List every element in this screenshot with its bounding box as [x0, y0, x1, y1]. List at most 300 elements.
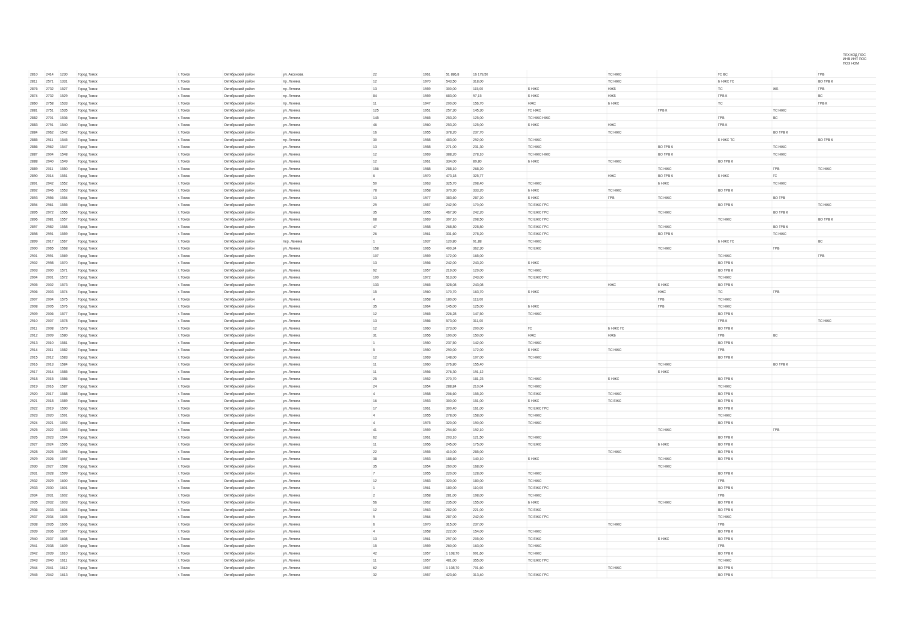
table-cell: 38 — [373, 457, 377, 462]
table-cell: 1579 — [60, 326, 68, 331]
table-cell: Октябрьский район — [224, 399, 255, 404]
table-cell: г. Томск — [178, 86, 190, 91]
table-cell: 400,34 — [446, 246, 457, 251]
table-cell: 1975 — [423, 420, 431, 425]
table-cell: ТС НЖС — [528, 145, 542, 150]
table-cell: 2036 — [46, 529, 54, 534]
table-cell: ВО ГРВ К — [718, 326, 734, 331]
table-cell: ВС — [818, 94, 823, 99]
table-cell: 41 — [373, 428, 377, 433]
table-cell: 397,10 — [446, 217, 457, 222]
table-cell: г. Томск — [178, 217, 190, 222]
table-cell: Б НЖС ГС — [718, 79, 735, 84]
table-cell: ТС НЖС — [608, 565, 622, 570]
table-cell: ТС ЕЖС — [528, 246, 542, 251]
table-cell: 2928 — [30, 449, 38, 454]
table-cell: ТС НЖС — [773, 145, 787, 150]
table-cell: Город Томск — [78, 217, 98, 222]
table-cell: 2932 — [30, 478, 38, 483]
table-cell: г. Томск — [178, 457, 190, 462]
table-cell: ГРВ — [608, 195, 615, 200]
table-cell: 294,60 — [446, 428, 457, 433]
table-cell: 1988 — [423, 166, 431, 171]
table-cell: 13 — [373, 195, 377, 200]
table-cell: 1954 — [423, 464, 431, 469]
table-cell: 2751 — [46, 108, 54, 113]
table-row — [28, 355, 876, 360]
table-cell: Октябрьский район — [224, 435, 255, 440]
table-cell: 481,00 — [446, 558, 457, 563]
table-cell: 155,00 — [473, 500, 484, 505]
table-cell: 325,70 — [446, 181, 457, 186]
table-cell: 1958 — [423, 297, 431, 302]
table-cell: 2009 — [46, 333, 54, 338]
table-cell: Город Томск — [78, 239, 98, 244]
table-cell: 2028 — [46, 471, 54, 476]
table-cell: 2882 — [30, 115, 38, 120]
table-cell: 6 — [373, 522, 375, 527]
table-cell: Октябрьский район — [224, 457, 255, 462]
table-cell: ВО ГРВ К — [718, 159, 734, 164]
table-cell: 140,10 — [473, 457, 484, 462]
table-cell: Октябрьский район — [224, 203, 255, 208]
table-cell: ул. Ленина — [283, 536, 301, 541]
table-cell: ТС — [718, 101, 723, 106]
table-cell: 270,70 — [446, 377, 457, 382]
table-cell: 276,30 — [446, 369, 457, 374]
table-row — [28, 508, 876, 513]
table-cell: ГРВ — [818, 72, 825, 77]
table-cell: 12 — [373, 79, 377, 84]
table-cell: 1598 — [60, 464, 68, 469]
table-cell: ТС НЖС — [718, 413, 732, 418]
table-cell: 13 — [373, 145, 377, 150]
table-cell: 2938 — [30, 522, 38, 527]
table-cell: 46 — [373, 123, 377, 128]
table-cell: Октябрьский район — [224, 551, 255, 556]
table-row — [28, 399, 876, 404]
table-cell: 222,00 — [446, 529, 457, 534]
table-cell: г. Томск — [178, 355, 190, 360]
table-cell: г. Томск — [178, 536, 190, 541]
table-cell: 1604 — [60, 507, 68, 512]
table-row — [28, 443, 876, 448]
table-cell: 2032 — [46, 500, 54, 505]
table-cell: 2939 — [30, 529, 38, 534]
table-cell: г. Томск — [178, 558, 190, 563]
table-cell: ГРВ — [818, 86, 825, 91]
table-cell: ТС ЕЖС ГРС — [528, 406, 549, 411]
table-cell: Октябрьский район — [224, 369, 255, 374]
table-cell: 2874 — [30, 94, 38, 99]
table-cell: Город Томск — [78, 573, 98, 578]
table-cell: 4 — [373, 413, 375, 418]
table-cell: 16 — [373, 399, 377, 404]
table-cell: 2013 — [46, 362, 54, 367]
table-cell: Октябрьский район — [224, 326, 255, 331]
table-cell: г. Томск — [178, 304, 190, 309]
table-cell: 1958 — [423, 188, 431, 193]
table-cell: ВО ГРВ К — [718, 529, 734, 534]
table-cell: ТС ЕЖС ГРС — [528, 232, 549, 237]
table-cell: г. Томск — [178, 174, 190, 179]
table-cell: Б НЖС — [528, 188, 540, 193]
table-row — [28, 203, 876, 208]
table-row — [28, 522, 876, 527]
table-cell: 2998 — [46, 261, 54, 266]
table-cell: Город Томск — [78, 413, 98, 418]
table-cell: 210,04 — [473, 384, 484, 389]
table-cell: ТС НЖС — [718, 253, 732, 258]
table-cell: ТС НЖС — [718, 297, 732, 302]
table-cell: 1957 — [423, 558, 431, 563]
table-cell: 1959 — [423, 428, 431, 433]
table-cell: ул. Ленина — [283, 188, 301, 193]
table-cell: 282,00 — [446, 507, 457, 512]
table-row — [28, 573, 876, 578]
table-cell: 288,10 — [446, 166, 457, 171]
table-cell: 313,40 — [473, 573, 484, 578]
table-cell: ТС ЕЖС — [608, 399, 622, 404]
table-cell: 2945 — [30, 573, 38, 578]
table-cell: Октябрьский район — [224, 442, 255, 447]
table-cell: 1571 — [60, 268, 68, 273]
table-cell: 1959 — [423, 94, 431, 99]
table-cell: 1542 — [60, 130, 68, 135]
table-cell: 260,00 — [446, 464, 457, 469]
table-cell: 22 — [373, 449, 377, 454]
table-cell: 4 — [373, 420, 375, 425]
table-cell: 219,00 — [446, 268, 457, 273]
table-cell: ВО ГРВ К — [773, 224, 789, 229]
table-cell: ул. Ленина — [283, 493, 301, 498]
table-cell: Октябрьский район — [224, 340, 255, 345]
table-cell: 2883 — [30, 123, 38, 128]
table-cell: Октябрьский район — [224, 565, 255, 570]
table-cell: 1961 — [423, 406, 431, 411]
table-cell: 150,00 — [473, 333, 484, 338]
table-cell: г. Томск — [178, 261, 190, 266]
table-cell: 1 — [373, 239, 375, 244]
table-cell: г. Томск — [178, 362, 190, 367]
table-cell: г. Томск — [178, 442, 190, 447]
table-cell: 1965 — [423, 282, 431, 287]
table-cell: г. Томск — [178, 384, 190, 389]
table-cell: 1603 — [60, 500, 68, 505]
table-cell: 1957 — [423, 551, 431, 556]
table-cell: Город Томск — [78, 529, 98, 534]
table-cell: 1969 — [423, 217, 431, 222]
table-cell: 1959 — [423, 544, 431, 549]
table-cell: 2920 — [30, 391, 38, 396]
table-cell: Б НЖС — [528, 457, 540, 462]
table-cell: 483,00 — [446, 137, 457, 142]
table-cell: 260,00 — [446, 544, 457, 549]
table-cell: ВО ГРВ К — [718, 573, 734, 578]
table-cell: 242,00 — [446, 261, 457, 266]
table-cell: Октябрьский район — [224, 246, 255, 251]
table-cell: ТС НЖС — [528, 340, 542, 345]
table-cell: Город Томск — [78, 253, 98, 258]
table-cell: 16 — [373, 130, 377, 135]
table-row — [28, 428, 876, 433]
table-row — [28, 181, 876, 186]
table-cell: ГРВ — [773, 166, 780, 171]
table-cell: Октябрьский район — [224, 166, 255, 171]
table-cell: 1961 — [423, 232, 431, 237]
table-cell: 1556 — [60, 210, 68, 215]
table-cell: ГРВ — [718, 478, 725, 483]
table-cell: ул. Ленина — [283, 152, 301, 157]
table-cell: пр. Ленина — [283, 86, 301, 91]
table-cell: г. Томск — [178, 406, 190, 411]
table-cell: ТС НЖС — [528, 311, 542, 316]
table-cell: г. Томск — [178, 340, 190, 345]
table-cell: 2909 — [30, 311, 38, 316]
table-cell: ул. Ленина — [283, 391, 301, 396]
table-cell: 1 — [373, 340, 375, 345]
table-row — [28, 544, 876, 549]
table-cell: ул. Ленина — [283, 442, 301, 447]
table-cell: 1554 — [60, 195, 68, 200]
table-cell: Город Томск — [78, 203, 98, 208]
table-cell: 257,30 — [446, 108, 457, 113]
table-cell: 231,30 — [473, 145, 484, 150]
table-cell: г. Томск — [178, 115, 190, 120]
table-cell: ул. Ленина — [283, 413, 301, 418]
table-cell: 2937 — [30, 515, 38, 520]
table-cell: 62 — [373, 565, 377, 570]
table-cell: ГС — [773, 174, 778, 179]
table-cell: 170,00 — [473, 203, 484, 208]
table-cell: 2935 — [30, 500, 38, 505]
table-cell: 1613 — [60, 573, 68, 578]
table-cell: ГРВ К — [718, 319, 728, 324]
table-row — [28, 225, 876, 230]
table-cell: Октябрьский район — [224, 159, 255, 164]
table-cell: ТС ЕЖС — [528, 442, 542, 447]
table-row — [28, 174, 876, 179]
table-cell: г. Томск — [178, 188, 190, 193]
table-cell: 2810 — [30, 72, 38, 77]
table-cell: Б НЖС — [528, 159, 540, 164]
table-cell: 2906 — [30, 290, 38, 295]
table-cell: Октябрьский район — [224, 261, 255, 266]
table-cell: 1950 — [423, 348, 431, 353]
table-cell: г. Томск — [178, 282, 190, 287]
table-cell: 2892 — [30, 188, 38, 193]
table-cell: Б НЖС ГС — [718, 239, 735, 244]
table-cell: ТС НЖС — [528, 413, 542, 418]
table-cell: 1963 — [423, 181, 431, 186]
table-cell: ул. Ленина — [283, 464, 301, 469]
table-cell: Город Томск — [78, 246, 98, 251]
table-cell: Октябрьский район — [224, 413, 255, 418]
table-cell: 2041 — [46, 565, 54, 570]
table-cell: ТС НЖС — [658, 246, 672, 251]
table-cell: 1545 — [60, 137, 68, 142]
table-cell: ВС — [773, 333, 778, 338]
table-cell: ТС НЖС — [773, 232, 787, 237]
table-cell: г. Томск — [178, 232, 190, 237]
table-cell: ТС ЕЖС ГРС — [528, 486, 549, 491]
table-cell: 242,90 — [446, 203, 457, 208]
table-cell: 2031 — [46, 493, 54, 498]
table-cell: Город Томск — [78, 181, 98, 186]
table-cell: НЖС — [528, 101, 536, 106]
table-cell: 2007 — [46, 319, 54, 324]
table-cell: 683,00 — [446, 94, 457, 99]
table-cell: Город Томск — [78, 319, 98, 324]
table-cell: г. Томск — [178, 152, 190, 157]
table-cell: 32 — [373, 573, 377, 578]
table-cell: 1606 — [60, 522, 68, 527]
table-cell: Октябрьский район — [224, 137, 255, 142]
table-cell: Октябрьский район — [224, 79, 255, 84]
table-cell: 2758 — [46, 101, 54, 106]
table-cell: 1 — [373, 486, 375, 491]
table-cell: Город Томск — [78, 268, 98, 273]
table-cell: 288,84 — [446, 384, 457, 389]
table-cell: 331,60 — [446, 232, 457, 237]
table-cell: г. Томск — [178, 72, 190, 77]
table-cell: г. Томск — [178, 253, 190, 258]
table-cell: ТС НЖС — [658, 464, 672, 469]
table-cell: 2860 — [30, 101, 38, 106]
table-cell: 243,20 — [473, 261, 484, 266]
table-cell: ТС НЖС — [608, 188, 622, 193]
table-cell: 2030 — [46, 486, 54, 491]
table-cell: г. Томск — [178, 507, 190, 512]
table-cell: Октябрьский район — [224, 348, 255, 353]
table-cell: 1599 — [60, 471, 68, 476]
table-row — [28, 363, 876, 368]
table-cell: 1970 — [423, 522, 431, 527]
table-cell: 158,00 — [473, 413, 484, 418]
table-cell: 423,60 — [446, 573, 457, 578]
table-cell: ТС НЖС — [528, 137, 542, 142]
table-cell: ГРВ К — [658, 108, 668, 113]
table-cell: 13 — [373, 536, 377, 541]
table-cell: 133 — [373, 282, 379, 287]
table-cell: 2012 — [46, 355, 54, 360]
table-cell: 2004 — [46, 297, 54, 302]
table-cell: ул. Ленина — [283, 457, 301, 462]
table-cell: 292,00 — [473, 137, 484, 142]
table-cell: Город Томск — [78, 261, 98, 266]
table-cell: ТС НЖС — [528, 551, 542, 556]
table-cell: 29 — [373, 203, 377, 208]
table-cell: НЖБ — [608, 333, 616, 338]
table-cell: ТС НЖС — [658, 457, 672, 462]
table-cell: Город Томск — [78, 137, 98, 142]
table-cell: ул. Ленина — [283, 319, 301, 324]
table-cell: НЖС — [608, 174, 616, 179]
table-row — [28, 254, 876, 259]
table-cell: Октябрьский район — [224, 101, 255, 106]
table-cell: г. Томск — [178, 94, 190, 99]
table-cell: ул. Ленина — [283, 507, 301, 512]
table-cell: 1549 — [60, 159, 68, 164]
table-cell: 273,00 — [446, 326, 457, 331]
table-cell: Октябрьский район — [224, 529, 255, 534]
table-cell: 2908 — [30, 304, 38, 309]
table-cell: 25 — [373, 377, 377, 382]
table-cell: ул. Ленина — [283, 486, 301, 491]
table-cell: 1576 — [60, 304, 68, 309]
table-cell: Октябрьский район — [224, 319, 255, 324]
table-cell: 1593 — [60, 428, 68, 433]
table-row — [28, 435, 876, 440]
table-cell: 2021 — [46, 420, 54, 425]
table-cell: г. Томск — [178, 145, 190, 150]
table-cell: 2931 — [30, 471, 38, 476]
table-cell: Октябрьский район — [224, 471, 255, 476]
table-row — [28, 319, 876, 324]
table-cell: Б НЖС — [528, 261, 540, 266]
table-cell: 334,00 — [446, 159, 457, 164]
table-cell: ТС НЖС — [608, 391, 622, 396]
table-cell: Б НЖС — [528, 348, 540, 353]
table-cell: ВО ГРВ К — [718, 203, 734, 208]
table-cell: 1569 — [60, 253, 68, 258]
table-cell: 2991 — [46, 232, 54, 237]
table-cell: ТС НЖС НЖС — [528, 115, 551, 120]
table-cell: 1983 — [423, 478, 431, 483]
table-row — [28, 131, 876, 136]
table-cell: ВО ГРВ К — [718, 449, 734, 454]
table-cell: 2008 — [46, 326, 54, 331]
table-cell: 2933 — [30, 486, 38, 491]
table-cell: 120,80 — [446, 239, 457, 244]
table-cell: 1548 — [60, 152, 68, 157]
table-cell: 242,00 — [473, 515, 484, 520]
table-cell: ул. Ленина — [283, 145, 301, 150]
table-cell: 467,90 — [446, 210, 457, 215]
table-cell: 1951 — [423, 108, 431, 113]
table-cell: 1558 — [60, 224, 68, 229]
table-cell: 35 — [373, 464, 377, 469]
table-row — [28, 116, 876, 121]
table-cell: 125,00 — [473, 115, 484, 120]
table-cell: 12 — [373, 311, 377, 316]
table-row — [28, 341, 876, 346]
table-cell: 161,00 — [473, 406, 484, 411]
table-cell: НЖБ — [608, 86, 616, 91]
table-cell: ВО ГРВ К — [718, 420, 734, 425]
table-cell: Б НЖС — [528, 500, 540, 505]
table-cell: 243,00 — [473, 275, 484, 280]
table-cell: Город Томск — [78, 166, 98, 171]
table-cell: 1947 — [423, 101, 431, 106]
table-cell: 355,00 — [473, 558, 484, 563]
table-cell: ул. Ленина — [283, 449, 301, 454]
table-cell: 1955 — [423, 413, 431, 418]
table-cell: 1955 — [423, 210, 431, 215]
table-cell: Город Томск — [78, 159, 98, 164]
table-cell: 4 — [373, 391, 375, 396]
table-cell: 2002 — [46, 282, 54, 287]
table-cell: ВО ГРВ К — [718, 457, 734, 462]
table-cell: Город Томск — [78, 123, 98, 128]
table-cell: ТС ЕЖС ГРС — [528, 515, 549, 520]
table-cell: г. Томск — [178, 224, 190, 229]
table-cell: 163,70 — [473, 290, 484, 295]
table-cell: 22 — [373, 72, 377, 77]
table-cell: 62 — [373, 435, 377, 440]
table-cell: Октябрьский район — [224, 123, 255, 128]
table-row — [28, 109, 876, 114]
